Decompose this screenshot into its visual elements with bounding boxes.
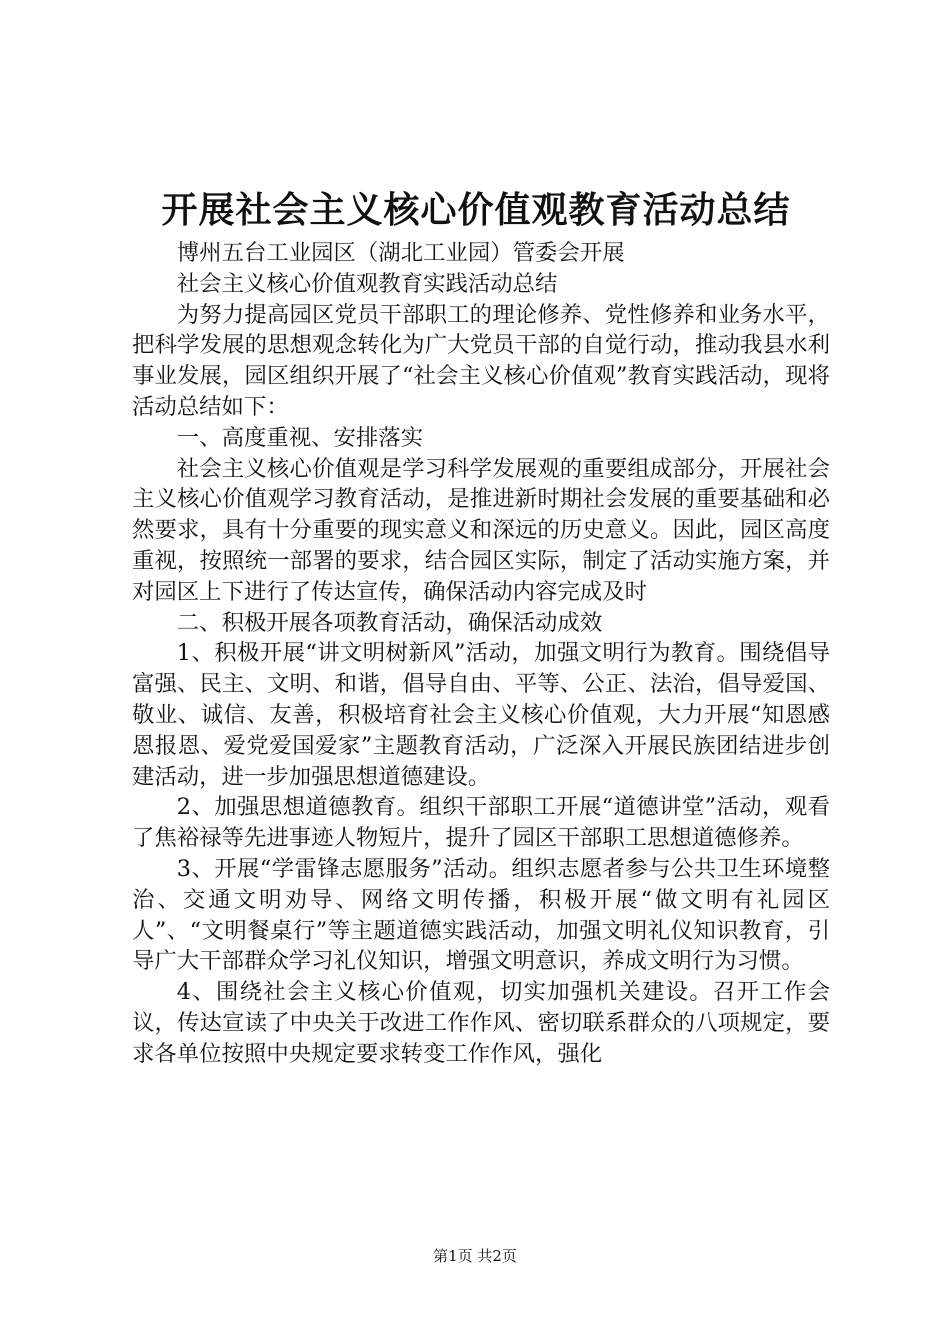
page-number-footer: 第1页 共2页 (433, 1247, 517, 1265)
section-heading-2: 二、积极开展各项教育活动，确保活动成效 (176, 609, 603, 636)
paragraph-item-3: 3、开展“学雷锋志愿服务”活动。组织志愿者参与公共卫生环境整治、交通文明劝导、网络文明传播，积极开展“做文明有礼园区人”、“文明餐桌行”等主题道德实践活动，加强文明礼仪知识教育，引导广大干部群众学习礼仪知识，增强文明意识，养成文明行为习惯。 (132, 855, 830, 975)
document-page (132, 188, 830, 1070)
document-body (132, 238, 830, 1070)
section-heading-1: 一、高度重视、安排落实 (176, 424, 424, 451)
document-title: 开展社会主义核心价值观教育活动总结 (161, 190, 791, 231)
paragraph-subtitle-line: 社会主义核心价值观教育实践活动总结 (176, 270, 558, 297)
paragraph-item-4: 4、围绕社会主义核心价值观，切实加强机关建设。召开工作会议，传达宣读了中央关于改进工作作风、密切联系群众的八项规定，要求各单位按照中央规定要求转变工作作风，强化 (132, 979, 830, 1067)
paragraph-item-2: 2、加强思想道德教育。组织干部职工开展“道德讲堂”活动，观看了焦裕禄等先进事迹人物短片，提升了园区干部职工思想道德修养。 (132, 794, 830, 852)
paragraph-item-1: 1、积极开展“讲文明树新风”活动，加强文明行为教育。围绕倡导富强、民主、文明、和谐，倡导自由、平等、公正、法治，倡导爱国、敬业、诚信、友善，积极培育社会主义核心价值观，大力开展“知恩感恩报恩、爱党爱国爱家”主题教育活动，广泛深入开展民族团结进步创建活动，进一步加强思想道德建设。 (132, 640, 830, 790)
paragraph-org-line: 博州五台工业园区（湖北工业园）管委会开展 (176, 240, 625, 266)
paragraph-section-1: 社会主义核心价值观是学习科学发展观的重要组成部分，开展社会主义核心价值观学习教育活动，是推进新时期社会发展的重要基础和必然要求，具有十分重要的现实意义和深远的历史意义。因此，园区高度重视，按照统一部署的要求，结合园区实际，制定了活动实施方案，并对园区上下进行了传达宣传，确保活动内容完成及时 (132, 455, 830, 605)
paragraph-intro: 为努力提高园区党员干部职工的理论修养、党性修养和业务水平，把科学发展的思想观念转化为广大党员干部的自觉行动，推动我县水利事业发展，园区组织开展了“社会主义核心价值观”教育实践活动，现将活动总结如下： (132, 301, 830, 420)
